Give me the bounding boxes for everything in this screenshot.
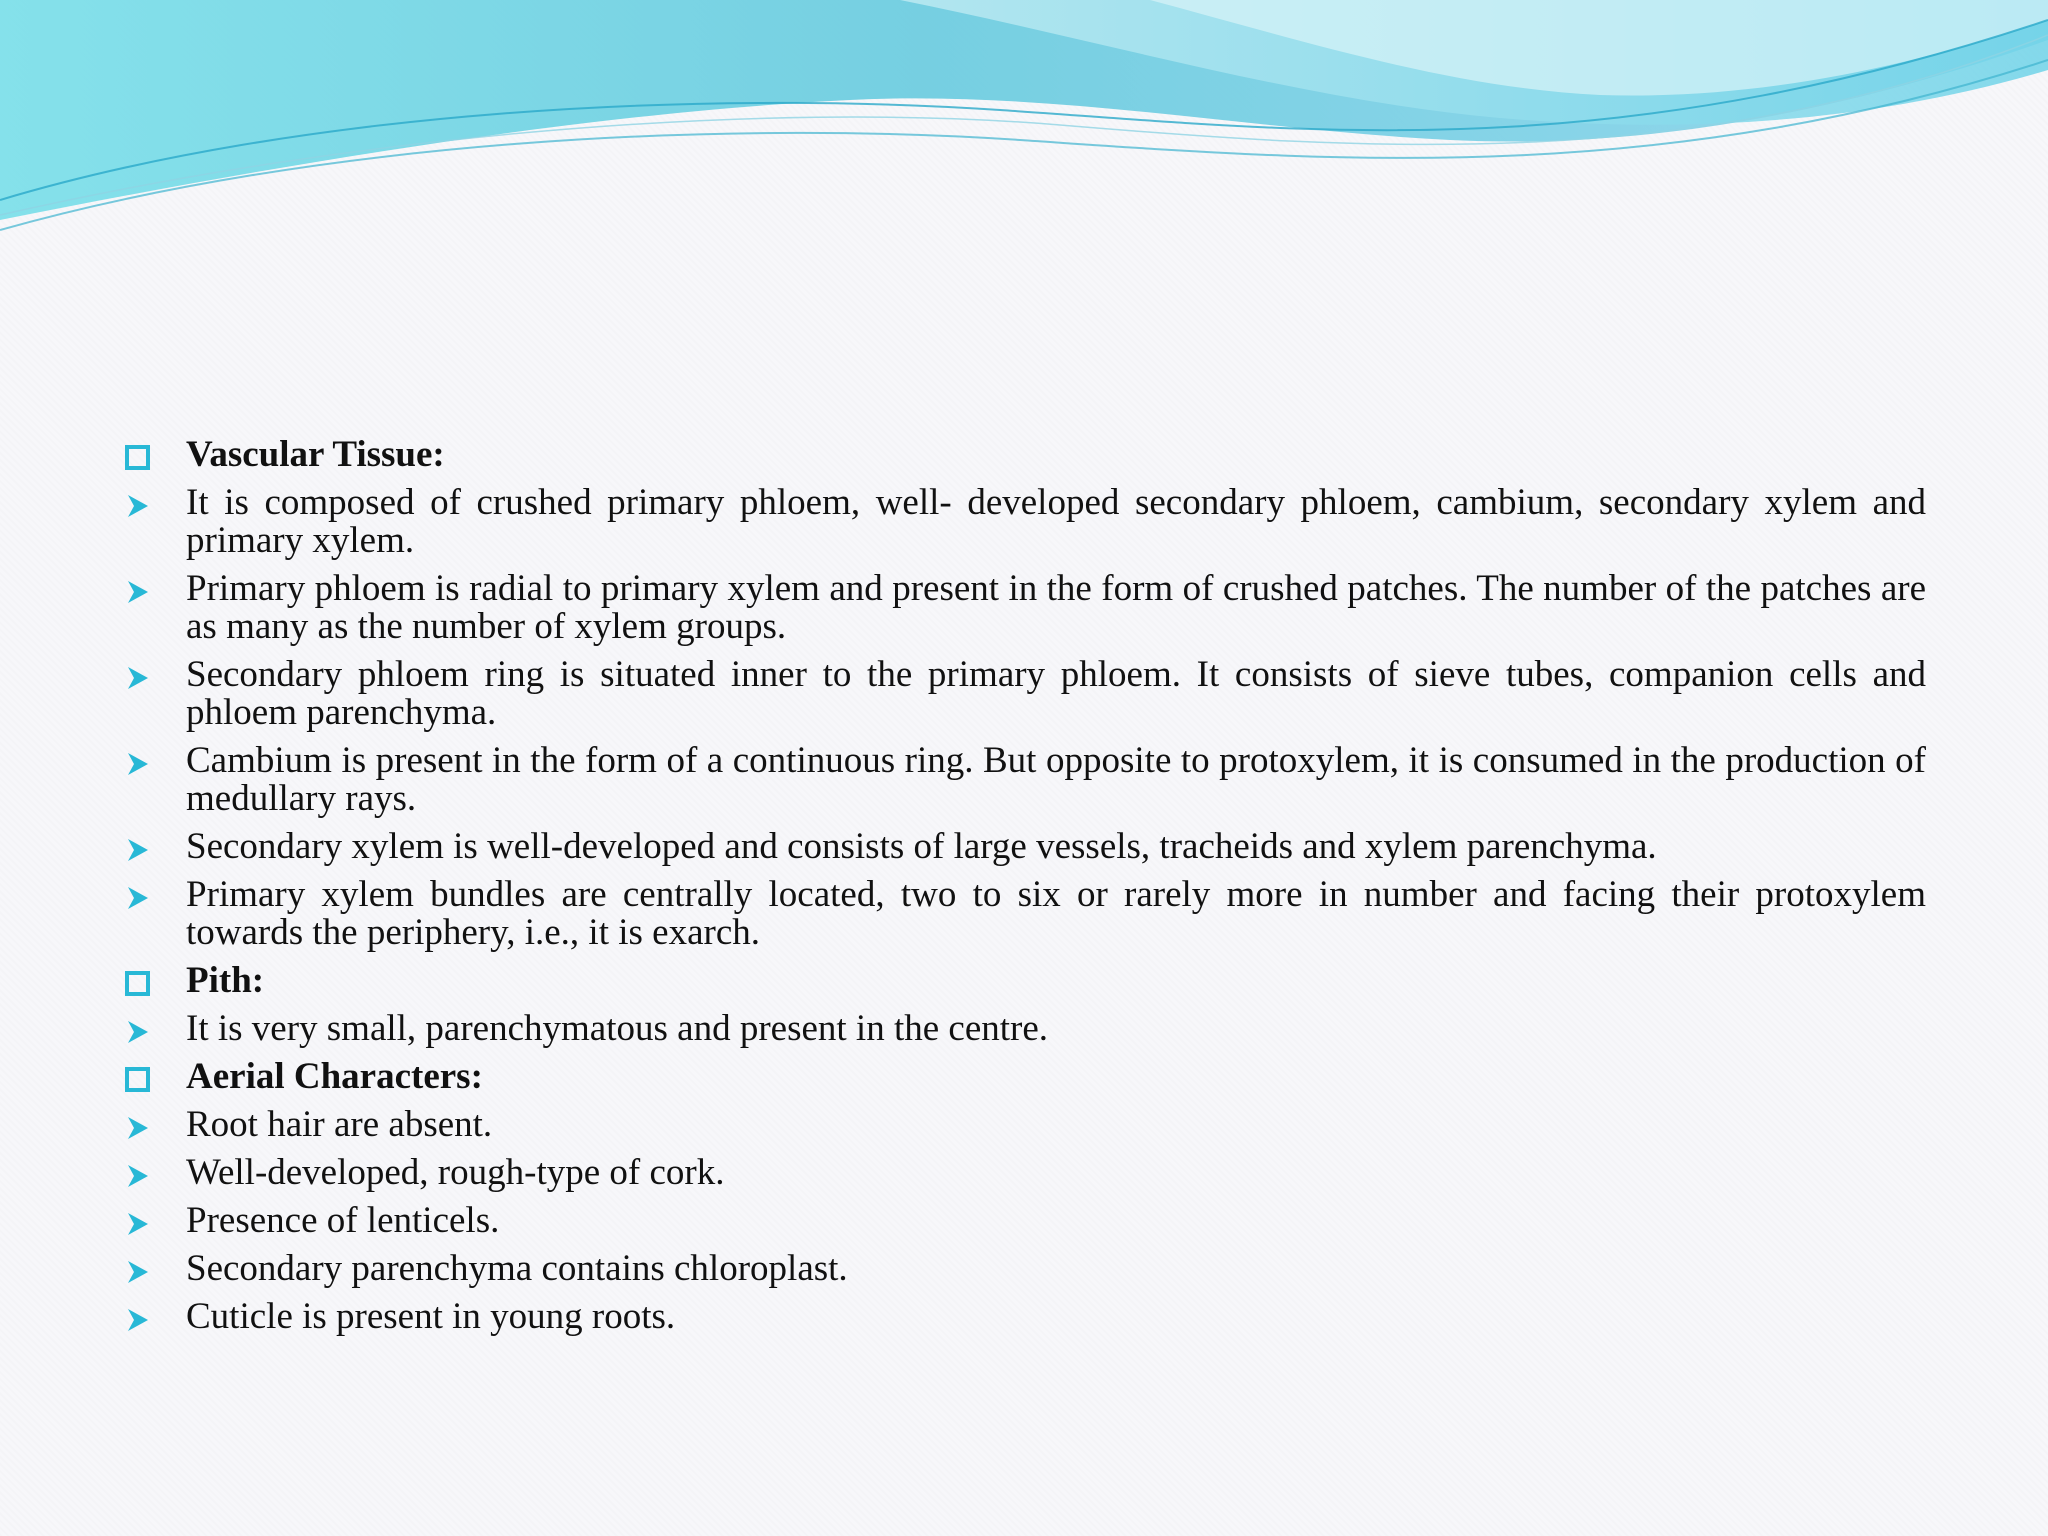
list-item <box>122 1298 1926 1336</box>
item-text: Secondary parenchyma contains chloroplast. <box>186 1248 848 1289</box>
hollow-square-icon <box>124 970 152 998</box>
item-text: It is composed of crushed primary phloem, well- developed secondary phloem, cambium, secondary xylem and primary xylem. <box>186 482 1926 561</box>
arrowhead-icon <box>124 1018 152 1046</box>
item-text: Cambium is present in the form of a continuous ring. But opposite to protoxylem, it is consumed in the production of medullary rays. <box>186 740 1926 819</box>
list-item <box>122 570 1926 646</box>
list-heading <box>122 436 1926 474</box>
item-text: It is very small, parenchymatous and present in the centre. <box>186 1008 1049 1049</box>
heading-text: Pith: <box>186 960 265 1001</box>
list-item <box>122 876 1926 952</box>
arrowhead-icon <box>124 664 152 692</box>
item-text: Presence of lenticels. <box>186 1200 500 1241</box>
list-item <box>122 1010 1926 1048</box>
arrowhead-icon <box>124 1258 152 1286</box>
hollow-square-icon <box>124 1066 152 1094</box>
header-wave-decoration <box>0 0 2048 240</box>
arrowhead-icon <box>124 1114 152 1142</box>
list-item <box>122 484 1926 560</box>
list-heading <box>122 1058 1926 1096</box>
arrowhead-icon <box>124 884 152 912</box>
list-item <box>122 1250 1926 1288</box>
arrowhead-icon <box>124 1306 152 1334</box>
bullet-list <box>122 436 1926 1346</box>
arrowhead-icon <box>124 1162 152 1190</box>
list-heading <box>122 962 1926 1000</box>
heading-text: Vascular Tissue: <box>186 434 445 475</box>
list-item <box>122 828 1926 866</box>
list-item <box>122 656 1926 732</box>
arrowhead-icon <box>124 1210 152 1238</box>
heading-text: Aerial Characters: <box>186 1056 483 1097</box>
hollow-square-icon <box>124 444 152 472</box>
arrowhead-icon <box>124 836 152 864</box>
arrowhead-icon <box>124 492 152 520</box>
list-item <box>122 742 1926 818</box>
arrowhead-icon <box>124 750 152 778</box>
item-text: Cuticle is present in young roots. <box>186 1296 676 1337</box>
list-item <box>122 1106 1926 1144</box>
list-item <box>122 1154 1926 1192</box>
item-text: Well-developed, rough-type of cork. <box>186 1152 725 1193</box>
item-text: Secondary xylem is well-developed and consists of large vessels, tracheids and xylem parenchyma. <box>186 826 1657 867</box>
item-text: Primary xylem bundles are centrally located, two to six or rarely more in number and facing their protoxylem towards the periphery, i.e., it is exarch. <box>186 874 1926 953</box>
arrowhead-icon <box>124 578 152 606</box>
item-text: Root hair are absent. <box>186 1104 493 1145</box>
item-text: Primary phloem is radial to primary xylem and present in the form of crushed patches. The number of the patches are as many as the number of xylem groups. <box>186 568 1926 647</box>
item-text: Secondary phloem ring is situated inner to the primary phloem. It consists of sieve tubes, companion cells and phloem parenchyma. <box>186 654 1926 733</box>
list-item <box>122 1202 1926 1240</box>
